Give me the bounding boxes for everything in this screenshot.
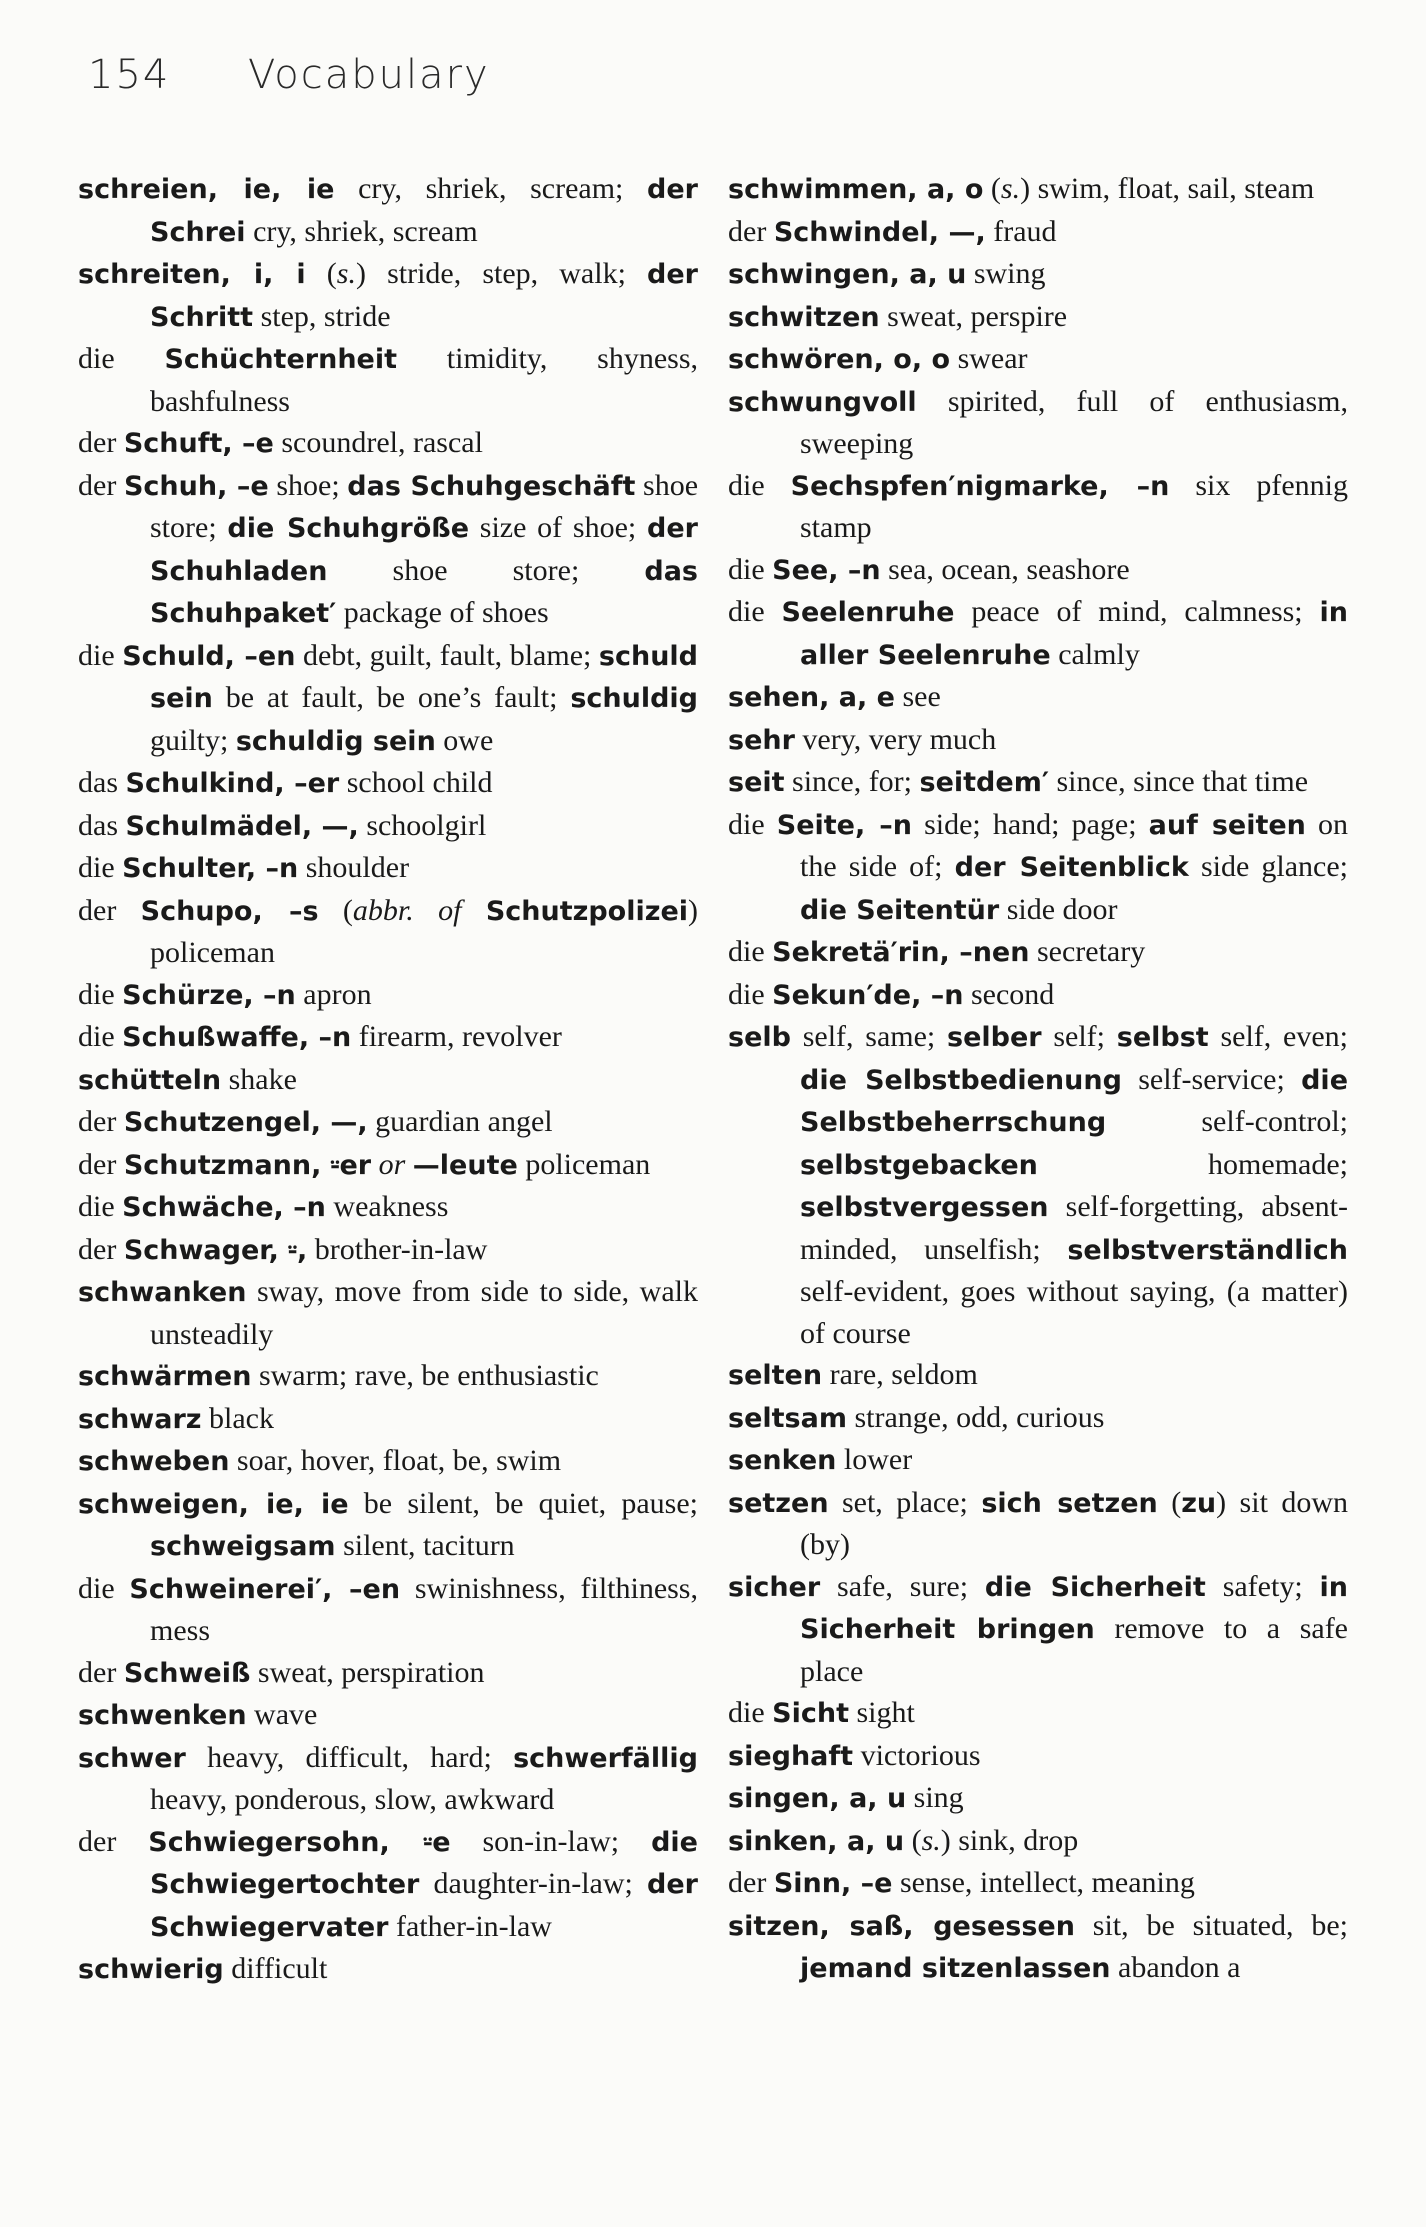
- entry-definition: firearm, revolver: [351, 1020, 562, 1053]
- entry-headword: See, –n: [772, 554, 881, 586]
- entry-headword: schwören, o, o: [728, 344, 951, 375]
- entry-headword: Schweinerei′, –en: [129, 1573, 401, 1605]
- vocab-entry: [78, 1355, 698, 1398]
- entry-bold-term: sich setzen: [981, 1487, 1158, 1519]
- vocab-entry: [78, 1101, 698, 1144]
- entry-article: die: [78, 851, 123, 884]
- page-number: 154: [88, 52, 171, 98]
- entry-definition: swear: [950, 342, 1028, 375]
- entry-headword: schwärmen: [78, 1361, 252, 1392]
- entry-bold-term: schuld sein: [150, 640, 698, 714]
- entry-article: der: [78, 426, 124, 459]
- entry-definition: sit, be situated, be;: [1074, 1908, 1349, 1942]
- vocab-entry: [78, 805, 698, 848]
- vocab-entry: [78, 1440, 698, 1483]
- entry-bold-term: in Sicherheit bringen: [800, 1571, 1349, 1645]
- entry-headword: sieghaft: [728, 1740, 854, 1772]
- entry-definition: abandon a: [1110, 1951, 1241, 1984]
- entry-definition: brother-in-law: [307, 1232, 488, 1266]
- entry-headword: Schweiß: [123, 1657, 251, 1689]
- entry-headword: selten: [728, 1360, 823, 1391]
- entry-article: die: [728, 552, 773, 586]
- entry-headword: Sekretä′rin, –nen: [772, 937, 1030, 968]
- vocab-entry: [78, 1737, 698, 1821]
- entry-bold-term: der Schrei: [150, 174, 698, 248]
- entry-bold-term: der Schritt: [150, 259, 698, 333]
- entry-definition: swarm; rave, be enthusiastic: [251, 1359, 599, 1392]
- entry-bold-term: das Schuhgeschäft: [347, 470, 636, 502]
- entry-definition: sense, intellect, meaning: [892, 1866, 1195, 1899]
- left-column: [78, 168, 698, 1991]
- entry-definition: ) sink, drop: [940, 1823, 1079, 1857]
- vocab-entry: [728, 1820, 1348, 1863]
- vocab-entry: [78, 422, 698, 465]
- vocab-entry: [728, 1439, 1348, 1482]
- vocab-entry: [78, 253, 698, 338]
- entry-headword: schreiten, i, i: [78, 259, 306, 290]
- entry-article: die: [78, 977, 123, 1011]
- entry-definition: (: [904, 1823, 922, 1857]
- entry-bold-term: der Seitenblick: [954, 852, 1189, 883]
- entry-italic-note: s.: [336, 257, 356, 290]
- entry-article: die: [78, 342, 165, 375]
- vocab-entry: [728, 676, 1348, 719]
- entry-headword: schwarz: [78, 1403, 202, 1435]
- entry-definition: ) policeman: [150, 893, 699, 969]
- entry-definition: cry, shriek, scream;: [334, 172, 648, 205]
- entry-bold-term: der Schwiegervater: [150, 1869, 698, 1943]
- entry-headword: schreien, ie, ie: [78, 174, 335, 205]
- entry-article: die: [728, 595, 782, 628]
- entry-headword: Schwager, ⸚,: [123, 1234, 308, 1266]
- entry-bold-term: schuldig: [570, 683, 698, 714]
- entry-article: der: [78, 1147, 124, 1181]
- entry-article: die: [78, 1571, 130, 1605]
- entry-article: der: [78, 1824, 149, 1858]
- vocab-entry: [78, 1059, 698, 1102]
- entry-headword: sitzen, saß, gesessen: [728, 1910, 1075, 1942]
- entry-headword: setzen: [728, 1487, 829, 1519]
- vocab-entry: [728, 1566, 1348, 1693]
- entry-definition: remove to a safe place: [800, 1612, 1348, 1688]
- entry-headword: schweigen, ie, ie: [78, 1488, 349, 1520]
- entry-italic-note: s.: [1000, 172, 1021, 205]
- entry-headword: Sicht: [772, 1698, 849, 1729]
- entry-definition: secretary: [1029, 935, 1146, 968]
- entry-definition: (: [305, 257, 337, 290]
- entry-bold-term: schuldig sein: [235, 725, 436, 757]
- entry-definition: safety;: [1205, 1569, 1320, 1603]
- entry-bold-term: die Selbstbeherrschung: [800, 1064, 1349, 1138]
- entry-bold-term: die Selbstbedienung: [800, 1064, 1122, 1096]
- vocab-entry: [728, 381, 1348, 465]
- entry-definition: side door: [999, 892, 1118, 926]
- entry-headword: schwimmen, a, o: [728, 174, 984, 205]
- entry-article: die: [78, 1020, 123, 1053]
- entry-definition: black: [201, 1401, 274, 1435]
- entry-definition: safe, sure;: [820, 1569, 985, 1603]
- entry-definition: very, very much: [794, 722, 997, 756]
- entry-definition: sight: [849, 1696, 915, 1729]
- entry-headword: Schwindel, —,: [773, 216, 986, 248]
- entry-definition: ) stride, step, walk;: [355, 257, 648, 290]
- entry-definition: package of shoes: [336, 596, 549, 629]
- entry-headword: Schuft, –e: [123, 428, 274, 459]
- entry-definition: debt, guilt, fault, blame;: [295, 638, 599, 672]
- vocab-entry: [728, 253, 1348, 296]
- entry-bold-term: Schutzpolizei: [485, 895, 689, 927]
- entry-headword: Schupo, –s: [140, 895, 319, 927]
- vocab-entry: [728, 338, 1348, 381]
- vocab-entry: [78, 1144, 698, 1187]
- vocab-entry: [728, 1905, 1348, 1990]
- entry-headword: Seelenruhe: [781, 597, 955, 628]
- entry-definition: swinishness, filthiness, mess: [150, 1571, 698, 1647]
- entry-headword: Schutzmann, ⸚er: [123, 1149, 372, 1181]
- entry-headword: schwitzen: [728, 301, 880, 333]
- entry-headword: Schwäche, –n: [122, 1192, 326, 1223]
- vocab-entry: [78, 1483, 698, 1568]
- entry-bold-term: selbstvergessen: [800, 1192, 1049, 1223]
- entry-definition: be at fault, be one’s fault;: [212, 681, 571, 714]
- entry-bold-term: selbst: [1116, 1022, 1209, 1053]
- entry-bold-term: selbstverständlich: [1067, 1234, 1348, 1266]
- entry-headword: Schulter, –n: [122, 853, 299, 884]
- entry-headword: sinken, a, u: [728, 1825, 905, 1857]
- entry-italic-note: s.: [921, 1823, 941, 1857]
- entry-definition: sing: [906, 1781, 964, 1814]
- entry-headword: sehen, a, e: [728, 682, 895, 713]
- vocab-entry: [78, 1016, 698, 1059]
- entry-article: die: [728, 935, 773, 968]
- entry-article: die: [728, 1696, 773, 1729]
- entry-definition: schoolgirl: [358, 808, 487, 842]
- entry-definition: swing: [966, 257, 1046, 290]
- entry-definition: [461, 894, 485, 927]
- entry-definition: six pfennig stamp: [800, 468, 1348, 544]
- entry-bold-term: das Schuhpaket′: [150, 555, 698, 629]
- entry-definition: self-control;: [1106, 1105, 1348, 1138]
- entry-definition: guilty;: [150, 723, 236, 757]
- entry-definition: self-service;: [1121, 1062, 1302, 1096]
- entry-definition: (: [1157, 1485, 1182, 1519]
- entry-definition: be silent, be quiet, pause;: [348, 1486, 698, 1520]
- entry-definition: guardian angel: [367, 1105, 553, 1138]
- entry-definition: wave: [246, 1698, 318, 1731]
- entry-definition: heavy, difficult, hard;: [185, 1740, 514, 1774]
- vocab-entry: [78, 168, 698, 253]
- entry-bold-term: schwerfällig: [513, 1742, 698, 1774]
- entry-definition: lower: [836, 1443, 913, 1476]
- entry-headword: Schürze, –n: [122, 979, 296, 1011]
- entry-headword: Schuh, –e: [123, 470, 269, 502]
- entry-definition: self, same;: [790, 1020, 948, 1053]
- entry-definition: shoe;: [268, 468, 348, 502]
- entry-headword: Sechspfen′nigmarke, –n: [790, 470, 1170, 502]
- entry-definition: calmly: [1050, 637, 1140, 671]
- entry-article: der: [78, 468, 124, 502]
- entry-definition: [371, 1148, 379, 1181]
- entry-headword: Schußwaffe, –n: [122, 1022, 352, 1053]
- entry-headword: sehr: [728, 724, 795, 756]
- vocab-entry: [728, 211, 1348, 254]
- entry-definition: sway, move from side to side, walk unsteadily: [150, 1275, 698, 1351]
- entry-definition: shoe store;: [327, 553, 645, 587]
- entry-bold-term: selber: [947, 1022, 1042, 1053]
- entry-headword: schwierig: [78, 1954, 224, 1985]
- vocab-entry: [78, 1694, 698, 1737]
- entry-definition: policeman: [517, 1147, 651, 1181]
- entry-definition: self-evident, goes without saying, (a matter) of course: [800, 1275, 1348, 1350]
- entry-headword: senken: [728, 1445, 837, 1476]
- entry-bold-term: selbstgebacken: [800, 1149, 1038, 1181]
- vocab-entry: [728, 1777, 1348, 1820]
- entry-article: das: [78, 808, 126, 842]
- entry-definition: sweat, perspiration: [250, 1655, 485, 1689]
- entry-headword: Sinn, –e: [773, 1868, 893, 1899]
- entry-definition: victorious: [853, 1738, 981, 1772]
- entry-headword: sicher: [728, 1571, 821, 1603]
- entry-bold-term: —leute: [412, 1149, 518, 1181]
- vocab-entry: [728, 168, 1348, 211]
- vocab-entry: [78, 1398, 698, 1441]
- entry-definition: (: [983, 172, 1001, 205]
- vocab-entry: [728, 931, 1348, 974]
- vocab-entry: [78, 1186, 698, 1229]
- entry-headword: schwungvoll: [728, 386, 917, 418]
- entry-definition: size of shoe;: [469, 511, 648, 544]
- vocab-entry: [78, 338, 698, 422]
- entry-headword: Seite, –n: [776, 809, 912, 841]
- entry-definition: rare, seldom: [822, 1358, 978, 1391]
- entry-definition: school child: [339, 766, 493, 799]
- entry-definition: peace of mind, calmness;: [954, 595, 1320, 628]
- entry-bold-term: auf seiten: [1148, 809, 1306, 841]
- entry-headword: Schutzengel, —,: [123, 1107, 368, 1138]
- entry-definition: side; hand; page;: [911, 807, 1149, 841]
- entry-headword: seit: [728, 767, 785, 798]
- entry-definition: set, place;: [828, 1485, 982, 1519]
- entry-definition: soar, hover, float, be, swim: [229, 1444, 562, 1477]
- entry-definition: timidity, shyness, bashfulness: [150, 342, 698, 418]
- entry-definition: spirited, full of enthusiasm, sweeping: [800, 384, 1348, 460]
- entry-definition: weakness: [325, 1190, 449, 1223]
- vocab-entry: [78, 1229, 698, 1272]
- entry-article: der: [78, 1232, 124, 1266]
- entry-bold-term: die Seitentür: [800, 894, 1000, 926]
- entry-bold-term: die Schwiegertochter: [150, 1826, 698, 1900]
- entry-article: der: [78, 893, 141, 927]
- entry-headword: Schuld, –en: [122, 640, 296, 672]
- entry-article: die: [728, 977, 773, 1011]
- entry-definition: son-in-law;: [450, 1824, 652, 1858]
- entry-headword: schwenken: [78, 1700, 247, 1731]
- vocab-entry: [78, 762, 698, 805]
- right-column: [728, 168, 1348, 1990]
- entry-bold-term: jemand sitzenlassen: [800, 1953, 1111, 1984]
- entry-definition: shoe store;: [150, 468, 699, 544]
- vocab-entry: [78, 847, 698, 890]
- entry-article: die: [78, 1190, 123, 1223]
- entry-definition: side glance;: [1188, 850, 1348, 883]
- entry-definition: self-forgetting, absent-minded, unselfish;: [800, 1190, 1348, 1266]
- entry-article: der: [728, 214, 774, 248]
- entry-definition: silent, taciturn: [335, 1529, 515, 1562]
- entry-article: die: [78, 638, 123, 672]
- entry-definition: (: [318, 893, 353, 927]
- entry-headword: schwanken: [78, 1277, 247, 1308]
- entry-definition: strange, odd, curious: [846, 1400, 1105, 1434]
- entry-definition: scoundrel, rascal: [273, 426, 483, 459]
- entry-article: das: [78, 766, 126, 799]
- vocab-entry: [728, 591, 1348, 676]
- vocab-entry: [78, 465, 698, 635]
- page-header: [88, 52, 1366, 112]
- vocab-entry: [728, 974, 1348, 1017]
- entry-headword: Schwiegersohn, ⸚e: [148, 1826, 451, 1858]
- vocab-entry: [728, 296, 1348, 339]
- entry-definition: sweat, perspire: [879, 299, 1068, 333]
- entry-headword: Sekun′de, –n: [772, 979, 964, 1011]
- vocab-entry: [728, 465, 1348, 549]
- vocab-entry: [728, 804, 1348, 932]
- running-title: Vocabulary: [248, 52, 490, 98]
- entry-definition: self, even;: [1208, 1020, 1348, 1053]
- entry-article: der: [728, 1866, 774, 1899]
- entry-definition: see: [894, 680, 941, 713]
- entry-definition: fraud: [985, 214, 1057, 248]
- entry-definition: difficult: [223, 1952, 328, 1985]
- entry-bold-term: zu: [1181, 1487, 1217, 1519]
- entry-definition: on the side of;: [800, 807, 1349, 883]
- vocab-entry: [728, 1482, 1348, 1566]
- entry-bold-term: die Sicherheit: [984, 1571, 1206, 1603]
- entry-bold-term: schweigsam: [150, 1531, 336, 1562]
- entry-definition: sea, ocean, seashore: [880, 552, 1130, 586]
- entry-article: die: [728, 807, 777, 841]
- entry-definition: [405, 1148, 413, 1181]
- entry-bold-term: in aller Seelenruhe: [800, 597, 1348, 671]
- entry-article: die: [728, 468, 791, 502]
- entry-definition: shake: [221, 1062, 297, 1096]
- vocab-entry: [78, 1821, 698, 1949]
- entry-headword: Schüchternheit: [164, 344, 398, 375]
- entry-headword: seltsam: [728, 1402, 847, 1434]
- vocab-entry: [78, 1568, 698, 1652]
- entry-headword: Schulmädel, —,: [125, 810, 359, 842]
- entry-definition: ) swim, float, sail, steam: [1020, 172, 1315, 205]
- entry-bold-term: seitdem′: [919, 767, 1049, 798]
- entry-headword: schütteln: [78, 1064, 222, 1096]
- entry-headword: schwingen, a, u: [728, 259, 967, 290]
- vocab-entry: [728, 1354, 1348, 1397]
- vocab-entry: [728, 761, 1348, 804]
- vocab-entry: [78, 890, 698, 974]
- entry-definition: second: [963, 977, 1055, 1011]
- entry-definition: since, for;: [784, 765, 920, 798]
- entry-headword: singen, a, u: [728, 1783, 907, 1814]
- vocab-entry: [728, 1397, 1348, 1440]
- vocab-entry: [728, 1735, 1348, 1778]
- entry-definition: apron: [295, 977, 372, 1011]
- vocab-entry: [78, 1271, 698, 1355]
- entry-article: der: [78, 1655, 124, 1689]
- entry-headword: schwer: [78, 1742, 186, 1774]
- entry-bold-term: die Schuhgröße: [227, 513, 470, 544]
- entry-bold-term: der Schuhladen: [150, 513, 698, 587]
- vocab-entry: [728, 719, 1348, 762]
- entry-definition: daughter-in-law;: [419, 1867, 648, 1900]
- vocab-entry: [78, 1652, 698, 1695]
- vocab-entry: [78, 1948, 698, 1991]
- vocab-entry: [728, 549, 1348, 592]
- vocab-entry: [78, 974, 698, 1017]
- vocab-entry: [728, 1862, 1348, 1905]
- entry-headword: schweben: [78, 1446, 230, 1477]
- entry-definition: father-in-law: [388, 1909, 552, 1943]
- entry-article: der: [78, 1105, 124, 1138]
- entry-headword: selb: [728, 1022, 791, 1053]
- vocab-entry: [728, 1692, 1348, 1735]
- entry-definition: homemade;: [1037, 1147, 1348, 1181]
- entry-definition: heavy, ponderous, slow, awkward: [150, 1783, 555, 1816]
- entry-definition: owe: [435, 723, 494, 757]
- entry-definition: cry, shriek, scream: [245, 214, 478, 248]
- entry-headword: Schulkind, –er: [125, 768, 340, 799]
- entry-definition: self;: [1041, 1020, 1117, 1053]
- vocab-entry: [728, 1016, 1348, 1354]
- entry-definition: ) sit down (by): [800, 1485, 1348, 1561]
- entry-definition: shoulder: [298, 851, 410, 884]
- entry-definition: since, since that time: [1048, 765, 1309, 798]
- entry-definition: step, stride: [253, 299, 391, 333]
- vocab-entry: [78, 635, 698, 763]
- entry-italic-note: or: [378, 1147, 406, 1181]
- entry-italic-note: abbr. of: [352, 893, 462, 927]
